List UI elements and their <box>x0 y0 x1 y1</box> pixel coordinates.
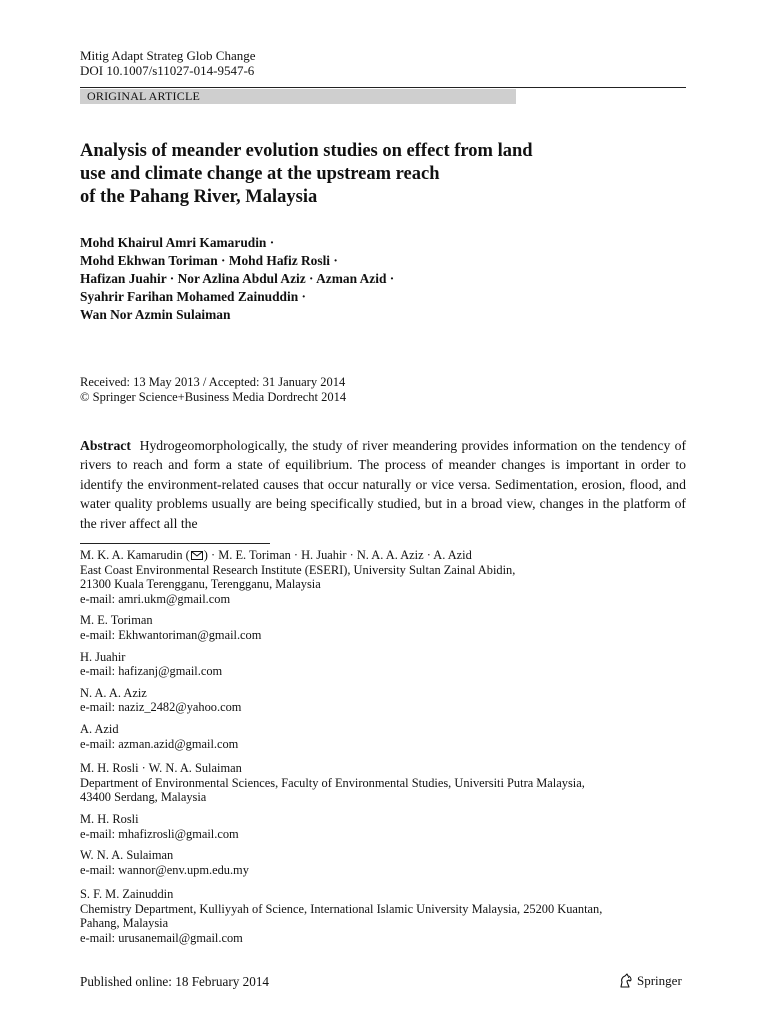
author-email: e-mail: mhafizrosli@gmail.com <box>80 826 239 841</box>
publisher-logo <box>618 973 682 989</box>
contact-name: N. A. A. Aziz <box>80 685 147 700</box>
dates-block <box>80 375 346 404</box>
author-email: e-mail: hafizanj@gmail.com <box>80 664 223 679</box>
author-email: e-mail: azman.azid@gmail.com <box>80 736 239 751</box>
affiliation-line: 43400 Serdang, Malaysia <box>80 790 207 805</box>
publisher-name: Springer <box>637 973 682 988</box>
published-online: Published online: 18 February 2014 <box>80 974 270 989</box>
contact-azid <box>80 722 686 751</box>
contact-name: W. N. A. Sulaiman <box>80 848 174 863</box>
envelope-icon <box>191 551 203 560</box>
affiliation-line: East Coast Environmental Research Institute (ESERI), University Sultan Zainal Abidin, <box>80 562 516 577</box>
contact-name: M. E. Toriman <box>80 613 153 628</box>
author-email: e-mail: Ekhwantoriman@gmail.com <box>80 627 262 642</box>
affiliation-line: Department of Environmental Sciences, Faculty of Environmental Studies, Universiti Putra Malaysia, <box>80 775 585 790</box>
contact-toriman <box>80 613 686 642</box>
affiliation-authors: M. K. A. Kamarudin ( ) · M. E. Toriman · H. Juahir · N. A. A. Aziz · A. Azid <box>80 548 472 562</box>
affiliation-iium <box>80 887 686 945</box>
title-line: Analysis of meander evolution studies on effect from land <box>80 141 533 161</box>
author-line: Syahrir Farihan Mohamed Zainuddin · <box>80 289 306 304</box>
springer-horse-icon <box>618 973 634 989</box>
affiliations <box>80 548 686 953</box>
header-rule <box>80 87 686 88</box>
author-line: Wan Nor Azmin Sulaiman <box>80 307 231 322</box>
affiliation-line: 21300 Kuala Terengganu, Terengganu, Malaysia <box>80 577 321 592</box>
contact-name: A. Azid <box>80 721 119 736</box>
journal-header <box>80 48 255 78</box>
affiliation-line: Chemistry Department, Kulliyyah of Science, International Islamic University Malaysia, 25200 Kuantan, <box>80 901 603 916</box>
contact-juahir <box>80 650 686 679</box>
contact-rosli <box>80 812 686 841</box>
abstract <box>80 436 686 533</box>
doi: DOI 10.1007/s11027-014-9547-6 <box>80 63 255 78</box>
abstract-heading: Abstract <box>80 438 131 453</box>
affiliation-authors: M. H. Rosli · W. N. A. Sulaiman <box>80 761 242 776</box>
author-line: Hafizan Juahir · Nor Azlina Abdul Aziz · Azman Azid · <box>80 271 395 286</box>
author-email: e-mail: amri.ukm@gmail.com <box>80 591 231 606</box>
contact-sulaiman <box>80 848 686 877</box>
footnote-rule <box>80 543 270 544</box>
contact-aziz <box>80 686 686 715</box>
article-type-badge: ORIGINAL ARTICLE <box>80 89 516 104</box>
copyright: © Springer Science+Business Media Dordrecht 2014 <box>80 389 347 404</box>
received-accepted: Received: 13 May 2013 / Accepted: 31 January 2014 <box>80 375 346 389</box>
abstract-text: Hydrogeomorphologically, the study of river meandering provides information on the tendency of rivers to reach and form a state of equilibrium. The process of meander changes is important in order to identify the environment-related causes that occur naturally or vice versa. Sedimentation, erosion, flood, and water quality problems usually are being specifically studied, but in a broad view, changes in the platform of the river affect all the <box>80 438 686 531</box>
author-line: Mohd Ekhwan Toriman · Mohd Hafiz Rosli · <box>80 253 338 268</box>
author-list <box>80 234 680 324</box>
author-email: e-mail: wannor@env.upm.edu.my <box>80 862 249 877</box>
affiliation-line: Pahang, Malaysia <box>80 916 169 931</box>
affiliation-upm <box>80 761 686 805</box>
author-email: e-mail: naziz_2482@yahoo.com <box>80 700 242 715</box>
journal-name: Mitig Adapt Strateg Glob Change <box>80 48 256 63</box>
title-line: use and climate change at the upstream reach <box>80 164 440 184</box>
author-email: e-mail: urusanemail@gmail.com <box>80 931 243 946</box>
title-line: of the Pahang River, Malaysia <box>80 187 318 207</box>
author-line: Mohd Khairul Amri Kamarudin · <box>80 235 275 250</box>
contact-name: H. Juahir <box>80 649 126 664</box>
affiliation-eseri <box>80 548 686 606</box>
contact-name: M. H. Rosli <box>80 811 139 826</box>
contact-name: S. F. M. Zainuddin <box>80 887 174 902</box>
paper-title <box>80 140 680 209</box>
